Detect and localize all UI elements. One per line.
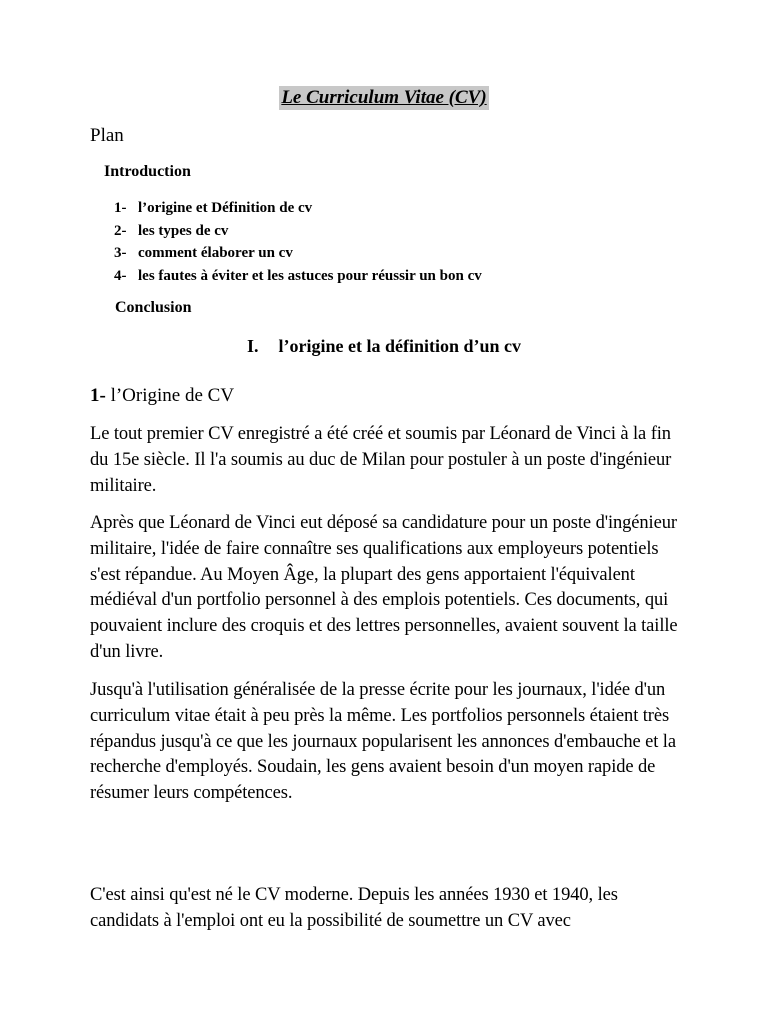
body-paragraph: Jusqu'à l'utilisation généralisée de la presse écrite pour les journaux, l'idée d'un curriculum vitae était à peu près la même. Les portfolios personnels étaient très répandus jusqu'à ce que les journaux popularisent les annonces d'embauche et la recherche d'employés. Soudain, les gens avaient besoin d'un moyen rapide de résumer leurs compétences. <box>90 680 676 804</box>
toc-item-text: comment élaborer un cv <box>138 245 293 261</box>
section-heading <box>0 334 768 358</box>
plan-label: Plan <box>90 125 124 146</box>
table-of-contents <box>114 197 482 287</box>
title-container <box>0 86 768 110</box>
toc-item <box>114 265 482 288</box>
toc-item-number: 2- <box>114 222 127 239</box>
section-title: l’origine et la définition d’un cv <box>278 336 521 356</box>
body-paragraph: Le tout premier CV enregistré a été créé et soumis par Léonard de Vinci à la fin du 15e siècle. Il l'a soumis au duc de Milan pour postuler à un poste d'ingénieur militaire. <box>90 424 672 496</box>
toc-item <box>114 220 482 243</box>
subsection-number: 1- <box>90 385 106 406</box>
document-title: Le Curriculum Vitae (CV) <box>281 87 487 108</box>
toc-item-text: l’origine et Définition de cv <box>138 200 313 216</box>
toc-item-text: les types de cv <box>138 222 229 239</box>
toc-item <box>114 197 482 220</box>
body-paragraph: C'est ainsi qu'est né le CV moderne. Depuis les années 1930 et 1940, les candidats à l'emploi ont eu la possibilité de soumettre un CV avec <box>90 885 618 931</box>
conclusion-label: Conclusion <box>115 299 192 316</box>
toc-item-text: les fautes à éviter et les astuces pour réussir un bon cv <box>138 267 482 284</box>
introduction-label: Introduction <box>104 163 191 180</box>
toc-item-number: 3- <box>114 245 127 261</box>
toc-item <box>114 242 482 265</box>
section-roman-numeral: I. <box>246 336 259 356</box>
body-paragraph: Après que Léonard de Vinci eut déposé sa candidature pour un poste d'ingénieur militaire, l'idée de faire connaître ses qualifications aux employeurs potentiels s'est répandue. Au Moyen Âge, la plupart des gens apportaient l'équivalent médiéval d'un portfolio personnel à des emplois potentiels. Ces documents, qui pouvaient inclure des croquis et des lettres personnelles, avaient souvent la taille d'un livre. <box>90 513 678 662</box>
subsection-title: l’Origine de CV <box>110 385 235 406</box>
toc-item-number: 4- <box>114 267 127 284</box>
toc-item-number: 1- <box>114 200 127 216</box>
subsection-heading <box>90 384 234 408</box>
